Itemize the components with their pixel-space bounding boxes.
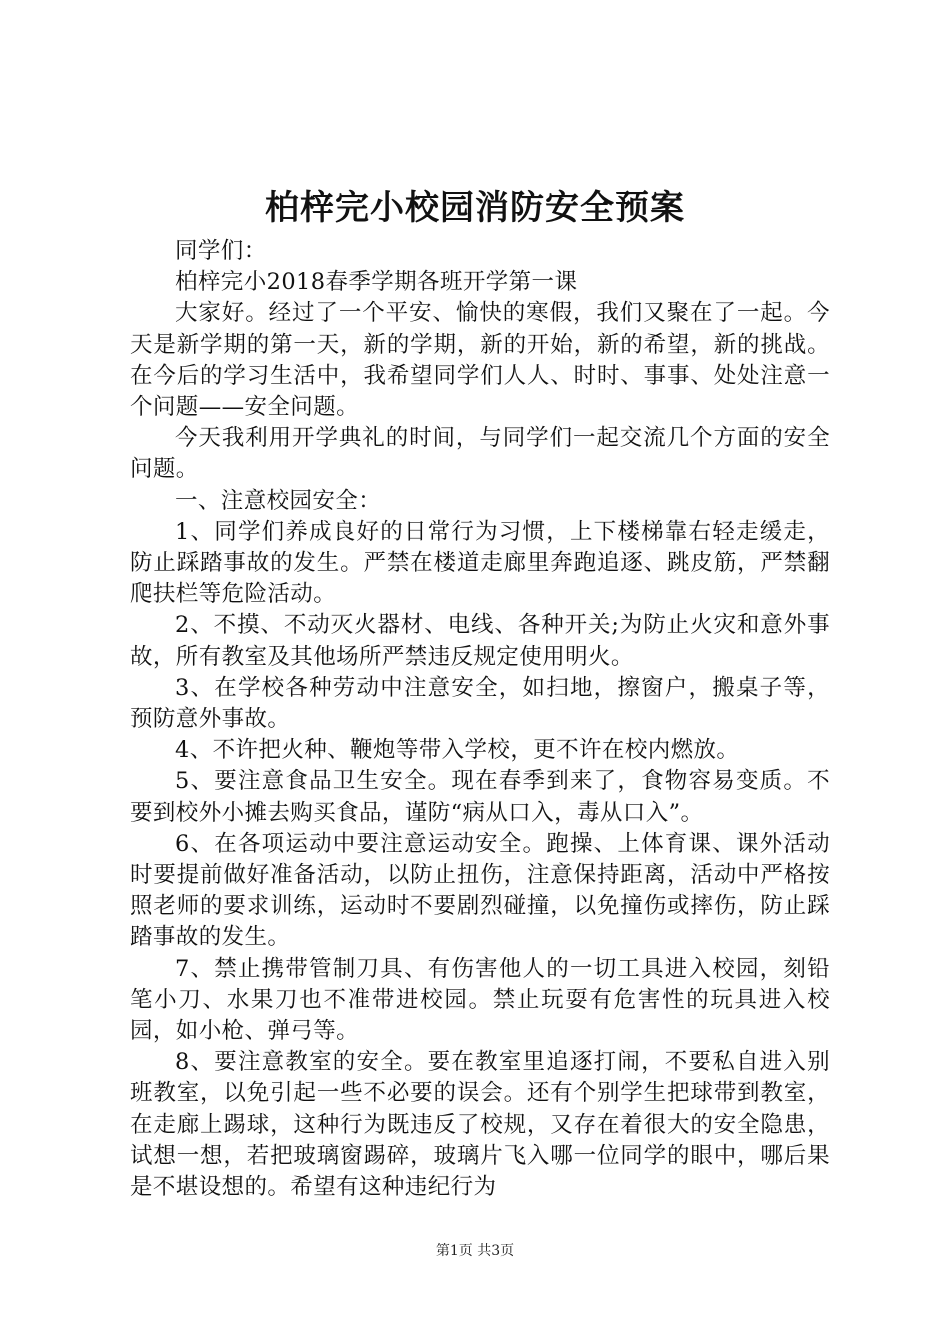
paragraph-item-6: 6、在各项运动中要注意运动安全。跑操、上体育课、课外活动时要提前做好准备活动，以防止扭伤，注意保持距离，活动中严格按照老师的要求训练，运动时不要剧烈碰撞，以免撞伤或摔伤，防止踩踏事故的发生。 bbox=[130, 830, 830, 951]
page-number-footer: 第1页 共3页 bbox=[435, 1243, 515, 1259]
paragraph-intro: 大家好。经过了一个平安、愉快的寒假，我们又聚在了一起。今天是新学期的第一天，新的学期，新的开始，新的希望，新的挑战。在今后的学习生活中，我希望同学们人人、时时、事事、处处注意一个问题——安全问题。 bbox=[130, 300, 830, 421]
paragraph-item-7: 7、禁止携带管制刀具、有伤害他人的一切工具进入校园，刻铅笔小刀、水果刀也不准带进校园。禁止玩耍有危害性的玩具进入校园，如小枪、弹弓等。 bbox=[130, 955, 830, 1045]
document-body bbox=[130, 236, 830, 1203]
document-title: 柏梓完小校园消防安全预案 bbox=[265, 188, 685, 228]
paragraph-greeting: 同学们： bbox=[175, 238, 267, 264]
paragraph-item-4: 4、不许把火种、鞭炮等带入学校，更不许在校内燃放。 bbox=[175, 737, 740, 764]
paragraph-item-5: 5、要注意食品卫生安全。现在春季到来了，食物容易变质。不要到校外小摊去购买食品，谨防“病从口入，毒从口入”。 bbox=[130, 768, 830, 826]
paragraph-item-2: 2、不摸、不动灭火器材、电线、各种开关;为防止火灾和意外事故，所有教室及其他场所严禁违反规定使用明火。 bbox=[130, 612, 830, 670]
paragraph-item-1: 1、同学们养成良好的日常行为习惯，上下楼梯靠右轻走缓走，防止踩踏事故的发生。严禁在楼道走廊里奔跑追逐、跳皮筋，严禁翻爬扶栏等危险活动。 bbox=[130, 518, 830, 608]
paragraph-topic: 今天我利用开学典礼的时间，与同学们一起交流几个方面的安全问题。 bbox=[130, 425, 830, 483]
section-heading-campus-safety: 一、注意校园安全： bbox=[175, 487, 382, 514]
paragraph-item-3: 3、在学校各种劳动中注意安全，如扫地，擦窗户，搬桌子等，预防意外事故。 bbox=[130, 674, 830, 733]
paragraph-subtitle: 柏梓完小2018春季学期各班开学第一课 bbox=[175, 269, 578, 296]
paragraph-item-8: 8、要注意教室的安全。要在教室里追逐打闹，不要私自进入别班教室，以免引起一些不必要的误会。还有个别学生把球带到教室，在走廊上踢球，这种行为既违反了校规，又存在着很大的安全隐患，试想一想，若把玻璃窗踢碎，玻璃片飞入哪一位同学的眼中，哪后果是不堪设想的。希望有这种违纪行为 bbox=[130, 1049, 830, 1201]
